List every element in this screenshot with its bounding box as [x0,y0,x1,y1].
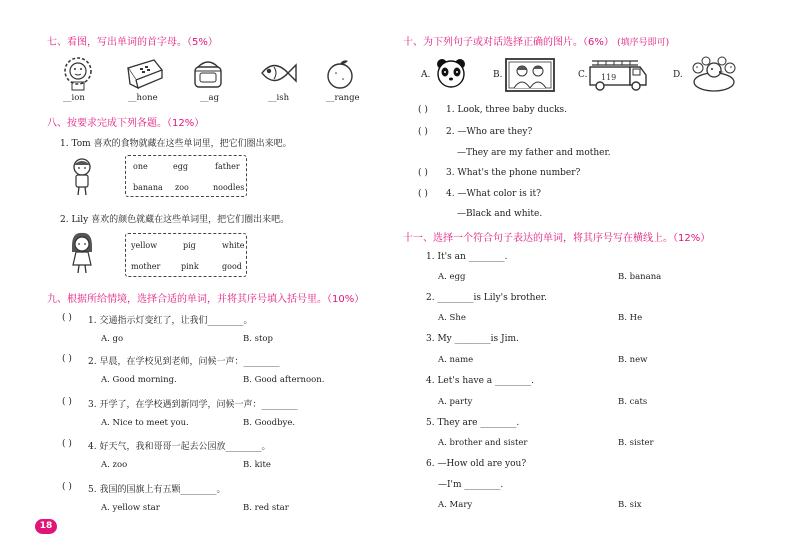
option-b: B. Good afternoon. [243,375,325,385]
section-10-sentence: 1. Look, three baby ducks. [446,105,568,115]
blank-lion[interactable]: __ion [63,93,85,103]
blank-fish[interactable]: __ish [268,93,290,103]
section-11-title: 十一、选择一个符合句子表达的单词，将其序号写在横线上。（12%） [403,233,711,244]
option-a: A. go [101,334,124,344]
option-b: B. kite [243,460,271,470]
answer-paren[interactable]: ( ) [418,105,428,115]
section-9-question: 5. 我国的国旗上有五颗________。 [88,485,226,495]
section-9-question: 2. 早晨，在学校见到老师，问候一声：________ [88,357,280,367]
option-b: B. six [618,500,642,510]
box1-word[interactable]: banana [133,183,163,192]
section-10-sentence: —They are my father and mother. [457,148,611,158]
section-10-sentence: 3. What's the phone number? [446,168,581,178]
option-b: B. cats [618,397,648,407]
section-11-question: 2. ________is Lily's brother. [426,293,547,303]
blank-phone[interactable]: __hone [128,93,158,103]
tom-boy-icon [68,157,96,197]
orange-icon [325,58,355,90]
section-11-question: 1. It's an ________. [426,252,508,262]
box2-word[interactable]: good [222,262,242,271]
answer-paren[interactable]: ( ) [62,397,72,407]
box2-word[interactable]: white [222,241,245,250]
option-b: B. Goodbye. [243,418,296,428]
panda-icon[interactable] [433,56,469,92]
lion-icon [60,55,96,91]
section-9-question: 3. 开学了，在学校遇到新同学，问候一声：________ [88,400,298,410]
bag-icon [190,55,226,91]
fish-icon [258,58,298,88]
family-portrait-icon[interactable] [505,58,555,92]
section-8-title: 八、按要求完成下列各题。（12%） [47,118,205,129]
option-a: A. zoo [101,460,128,470]
answer-paren[interactable]: ( ) [418,168,428,178]
section-10-title [403,33,669,48]
option-a: A. Good morning. [101,375,177,385]
section-10-hint: (填序号即可) [617,38,670,48]
option-b: B. new [618,355,648,365]
option-a: A. name [438,355,474,365]
blank-bag[interactable]: __ag [200,93,220,103]
pic-label-a: A. [421,70,431,80]
section-7-title: 七、看图，写出单词的首字母。（5%） [47,37,218,48]
page-number: 18 [35,519,57,534]
fire-truck-icon[interactable] [588,55,648,93]
answer-paren[interactable]: ( ) [418,189,428,199]
phone-icon [124,56,164,90]
pic-label-b: B. [493,70,503,80]
box1-word[interactable]: zoo [175,183,189,192]
section-11-question: 4. Let's have a ________. [426,376,534,386]
ducks-icon[interactable] [686,56,742,94]
section-10-sentence: 4. —What color is it? [446,189,541,199]
section-8-q1: 1. Tom 喜欢的食物就藏在这些单词里，把它们圈出来吧。 [60,139,292,149]
box2-word[interactable]: mother [131,262,161,271]
box2-word[interactable]: yellow [131,241,158,250]
option-a: A. Nice to meet you. [101,418,189,428]
box1-word[interactable]: father [215,162,240,171]
pic-label-c: C. [578,70,588,80]
answer-paren[interactable]: ( ) [62,313,72,323]
box2-word[interactable]: pig [183,241,196,250]
blank-orange[interactable]: __range [326,93,360,103]
box1-word[interactable]: one [133,162,148,171]
answer-paren[interactable]: ( ) [62,354,72,364]
section-11-question: 3. My ________is Jim. [426,334,519,344]
answer-paren[interactable]: ( ) [62,482,72,492]
answer-paren[interactable]: ( ) [62,439,72,449]
lily-girl-icon [68,232,96,274]
option-a: A. egg [438,272,466,282]
box1-word[interactable]: noodles [213,183,245,192]
box1-word[interactable]: egg [173,162,188,171]
truck-number: 119 [601,73,617,82]
option-a: A. She [438,313,466,323]
option-b: B. stop [243,334,273,344]
section-9-title: 九、根据所给情境，选择合适的单词，并将其序号填入括号里。（10%） [47,294,365,305]
pic-label-d: D. [673,70,683,80]
answer-paren[interactable]: ( ) [418,127,428,137]
option-a: A. yellow star [101,503,160,513]
option-b: B. banana [618,272,662,282]
section-8-q2: 2. Lily 喜欢的颜色就藏在这些单词里，把它们圈出来吧。 [60,215,290,225]
section-10-sentence: 2. —Who are they? [446,127,533,137]
option-b: B. sister [618,438,654,448]
section-9-question: 1. 交通指示灯变红了，让我们________。 [88,316,253,326]
section-10-sentence: —Black and white. [457,209,543,219]
section-11-question: 6. —How old are you? [426,459,527,469]
option-b: B. red star [243,503,289,513]
section-9-question: 4. 好天气，我和哥哥一起去公园放________。 [88,442,271,452]
box2-word[interactable]: pink [181,262,199,271]
option-a: A. party [438,397,473,407]
option-a: A. Mary [438,500,473,510]
section-10-title-text: 十、为下列句子或对话选择正确的图片。（6%） [403,37,614,48]
option-b: B. He [618,313,643,323]
option-a: A. brother and sister [438,438,528,448]
section-11-question-line2: —I'm ________. [438,480,504,490]
section-11-question: 5. They are ________. [426,418,520,428]
